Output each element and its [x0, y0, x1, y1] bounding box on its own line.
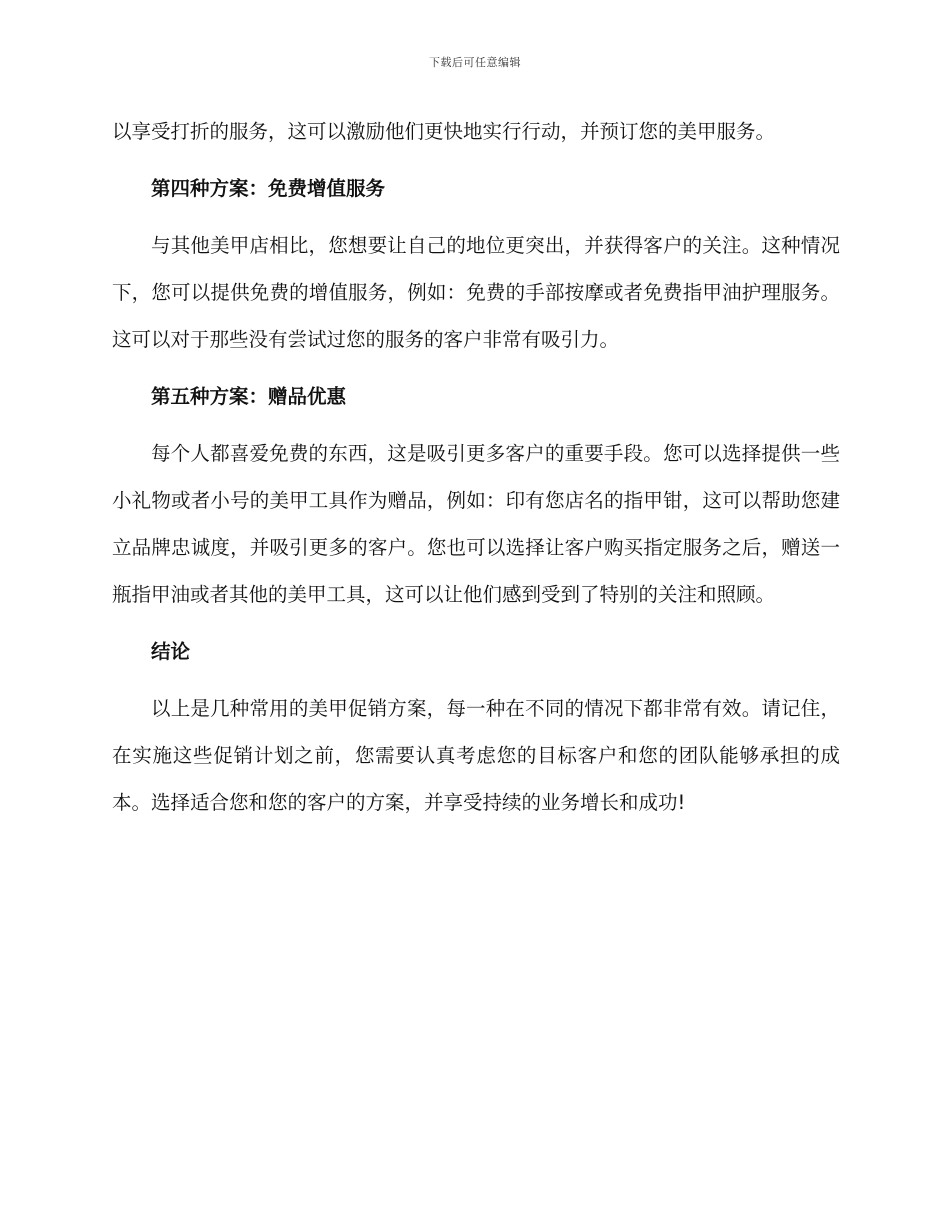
- paragraph-plan-4: 与其他美甲店相比，您想要让自己的地位更突出，并获得客户的关注。这种情况下，您可以提供免费的增值服务，例如：免费的手部按摩或者免费指甲油护理服务。这可以对于那些没有尝试过您的服务的客户非常有吸引力。: [112, 234, 840, 351]
- document-body: [112, 108, 840, 826]
- paragraph-continued: 以享受打折的服务，这可以激励他们更快地实行行动，并预订您的美甲服务。: [112, 120, 776, 143]
- section-heading-conclusion: 结论: [151, 640, 191, 663]
- section-heading-plan-5: 第五种方案：赠品优惠: [151, 385, 347, 408]
- page-header: 下载后可任意编辑: [429, 56, 521, 69]
- paragraph-plan-5: 每个人都喜爱免费的东西，这是吸引更多客户的重要手段。您可以选择提供一些小礼物或者小号的美甲工具作为赠品，例如：印有您店名的指甲钳，这可以帮助您建立品牌忠诚度，并吸引更多的客户。您也可以选择让客户购买指定服务之后，赠送一瓶指甲油或者其他的美甲工具，这可以让他们感到受到了特别的关注和照顾。: [112, 442, 840, 606]
- paragraph-conclusion: 以上是几种常用的美甲促销方案，每一种在不同的情况下都非常有效。请记住，在实施这些促销计划之前，您需要认真考虑您的目标客户和您的团队能够承担的成本。选择适合您和您的客户的方案，并享受持续的业务增长和成功!: [112, 697, 840, 814]
- section-heading-plan-4: 第四种方案：免费增值服务: [151, 177, 386, 200]
